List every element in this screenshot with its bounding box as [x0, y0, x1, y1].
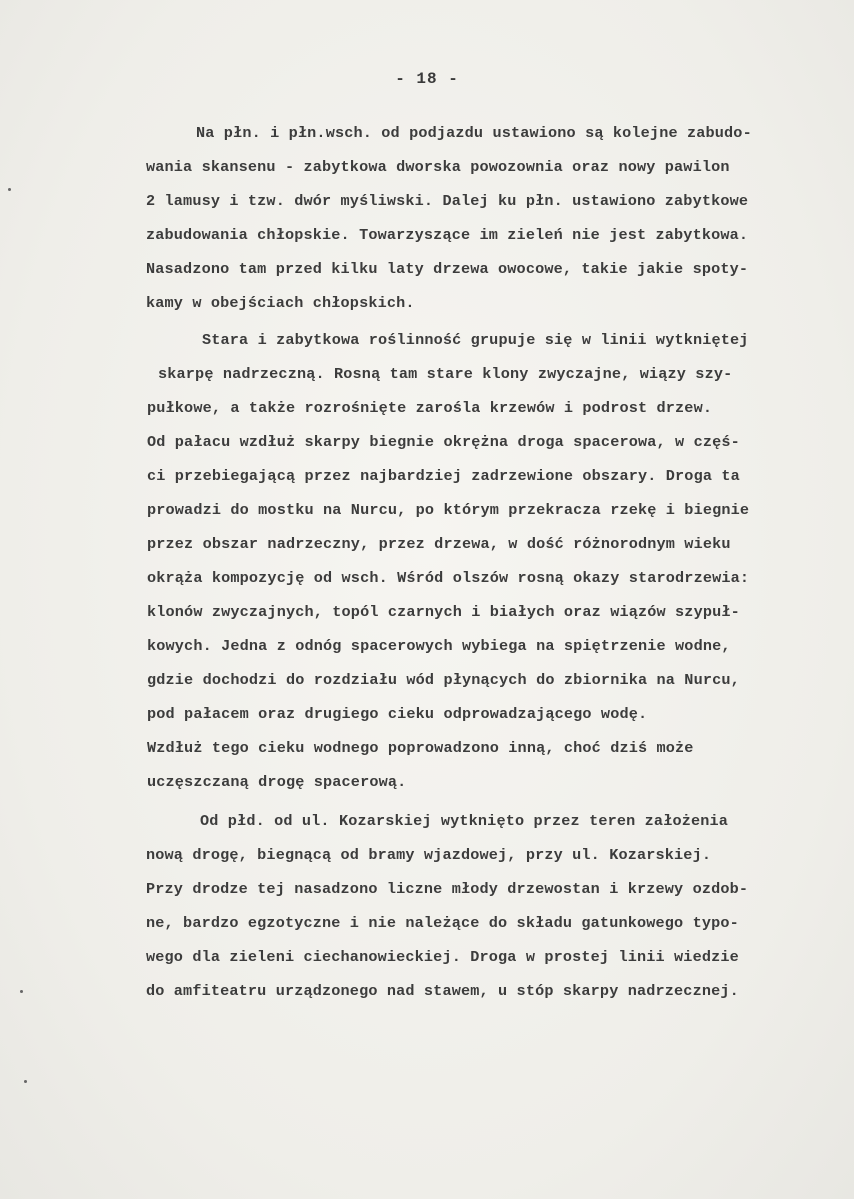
text-line: Od pałacu wzdłuż skarpy biegnie okrężna droga spacerowa, w częś- — [147, 433, 740, 451]
text-line: klonów zwyczajnych, topól czarnych i białych oraz wiązów szypuł- — [147, 603, 740, 621]
page-number: - 18 - — [395, 70, 459, 88]
text-line: okrąża kompozycję od wsch. Wśród olszów rosną okazy starodrzewia: — [147, 569, 750, 587]
text-line: przez obszar nadrzeczny, przez drzewa, w dość różnorodnym wieku — [147, 535, 731, 553]
text-line: do amfiteatru urządzonego nad stawem, u stóp skarpy nadrzecznej. — [146, 982, 739, 1000]
text-line: prowadzi do mostku na Nurcu, po którym przekracza rzekę i biegnie — [147, 501, 750, 519]
scan-speck — [20, 990, 23, 993]
text-line: kamy w obejściach chłopskich. — [146, 294, 415, 312]
text-line: ne, bardzo egzotyczne i nie należące do składu gatunkowego typo- — [146, 914, 739, 932]
text-line: 2 lamusy i tzw. dwór myśliwski. Dalej ku płn. ustawiono zabytkowe — [146, 192, 749, 210]
text-line: Wzdłuż tego cieku wodnego poprowadzono inną, choć dziś może — [147, 739, 694, 757]
text-line: wego dla zieleni ciechanowieckiej. Droga w prostej linii wiedzie — [146, 948, 739, 966]
text-line: Nasadzono tam przed kilku laty drzewa owocowe, takie jakie spoty- — [146, 260, 749, 278]
text-line: Na płn. i płn.wsch. od podjazdu ustawiono są kolejne zabudo- — [196, 124, 752, 142]
text-line: kowych. Jedna z odnóg spacerowych wybiega na spiętrzenie wodne, — [147, 637, 731, 655]
text-line: Stara i zabytkowa roślinność grupuje się w linii wytkniętej — [202, 331, 749, 349]
text-line: wania skansenu - zabytkowa dworska powozownia oraz nowy pawilon — [146, 158, 730, 176]
text-line: ci przebiegającą przez najbardziej zadrzewione obszary. Droga ta — [147, 467, 740, 485]
text-line: zabudowania chłopskie. Towarzyszące im zieleń nie jest zabytkowa. — [146, 226, 749, 244]
scan-speck — [24, 1080, 27, 1083]
scan-speck — [8, 188, 11, 191]
text-line: pułkowe, a także rozrośnięte zarośla krzewów i podrost drzew. — [147, 399, 713, 417]
text-line: uczęszczaną drogę spacerową. — [147, 773, 407, 791]
text-line: skarpę nadrzeczną. Rosną tam stare klony zwyczajne, wiązy szy- — [158, 365, 733, 383]
text-line: nową drogę, biegnącą od bramy wjazdowej, przy ul. Kozarskiej. — [146, 846, 712, 864]
text-line: Przy drodze tej nasadzono liczne młody drzewostan i krzewy ozdob- — [146, 880, 749, 898]
text-line: Od płd. od ul. Kozarskiej wytknięto przez teren założenia — [200, 812, 729, 830]
text-line: gdzie dochodzi do rozdziału wód płynących do zbiornika na Nurcu, — [147, 671, 740, 689]
text-line: pod pałacem oraz drugiego cieku odprowadzającego wodę. — [147, 705, 648, 723]
